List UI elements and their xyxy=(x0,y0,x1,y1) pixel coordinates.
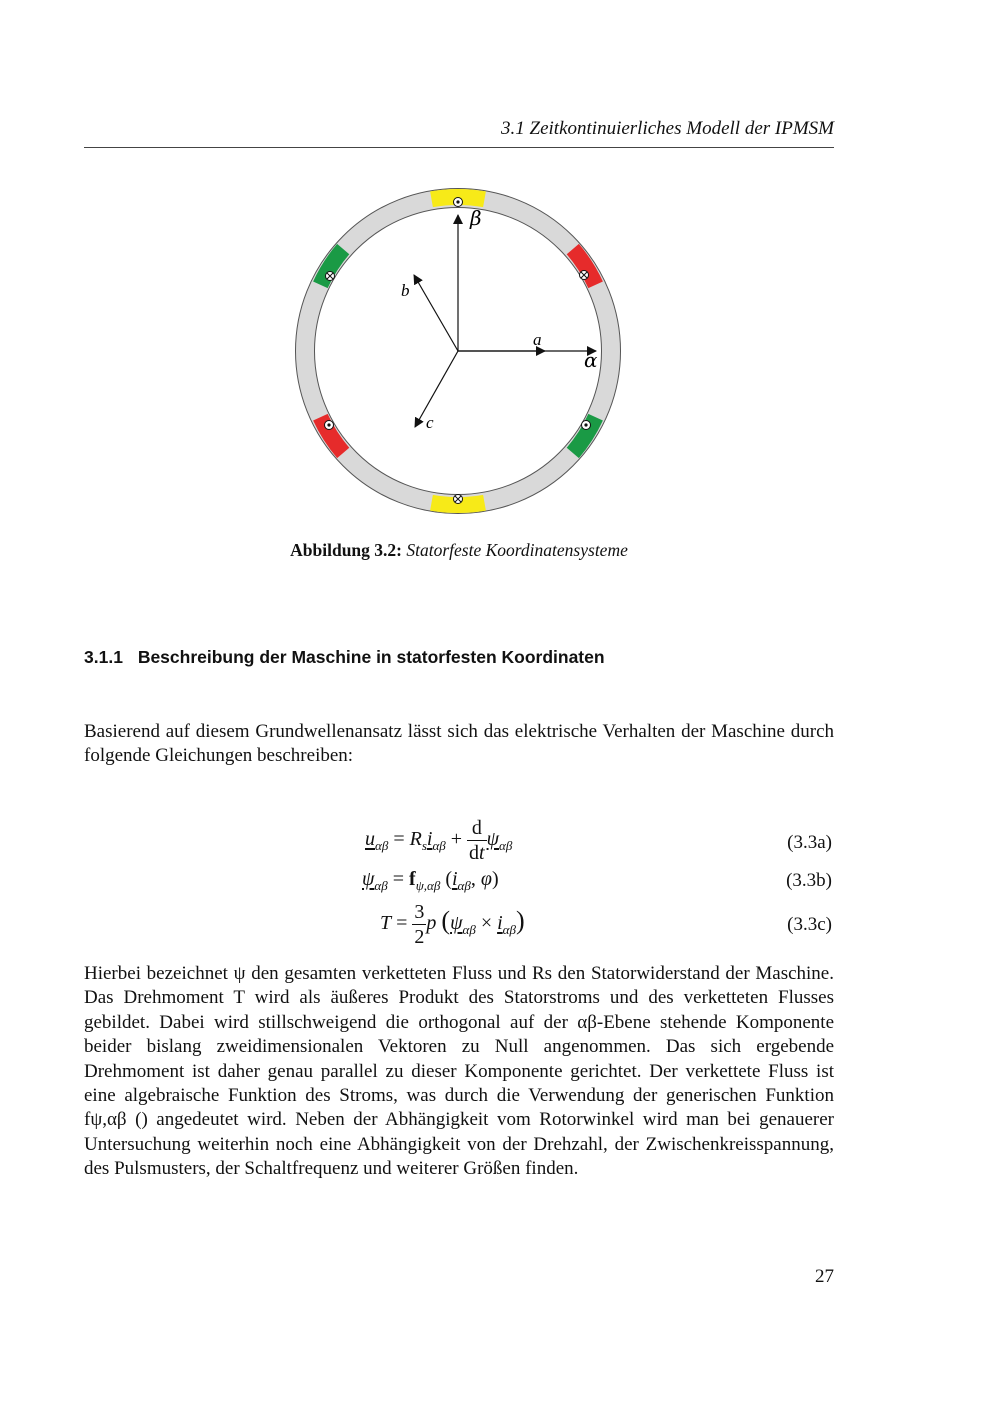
alpha-label: α xyxy=(584,348,598,372)
c-label: c xyxy=(426,413,434,432)
section-heading xyxy=(84,647,605,668)
equation-number: (3.3a) xyxy=(787,832,832,853)
equation-3-3c: T = $\frac{3}{2}$ p $(\psi_{\alpha\beta} \times i_{\alpha\beta})$ xyxy=(380,901,525,948)
paragraph-explanation: Hierbei bezeichnet ψ den gesamten verketteten Fluss und Rs den Statorwiderstand der Maschine. Das Drehmoment T wird als äußeres Produkt des Statorstroms und des verketteten Flusses gebildet. Dabei wird stillschweigend die orthogonal auf der αβ-Ebene stehende Komponente beider bislang zweidimensionalen Vektoren zu Null angenommen. Das sich ergebende Drehmoment ist daher genau parallel zu dieser Komponente gerichtet. Der verkettete Fluss ist eine algebraische Funktion des Stroms, was durch die Verwendung der generischen Funktion fψ,αβ () angedeutet wird. Neben der Abhängigkeit vom Rotorwinkel wird man bei genauerer Untersuchung weiterhin noch eine Abhängigkeit von der Drehzahl, der Zwischenkreisspannung, des Pulsmusters, der Schaltfrequenz und weiterer Größen finden. xyxy=(84,963,834,1180)
equation-3-3a: $u_{\alpha\beta} = R_si_{\alpha\beta}$ + $\frac{d}{dt}$ $\psi_{\alpha\beta}$ xyxy=(365,817,513,864)
coil-bottom-yellow xyxy=(432,495,485,506)
caption-label: Abbildung 3.2: xyxy=(290,540,402,560)
equation-number: (3.3b) xyxy=(786,870,832,891)
b-label: b xyxy=(401,281,410,300)
b-axis xyxy=(414,275,458,351)
beta-label: β xyxy=(470,206,482,230)
equation-number: (3.3c) xyxy=(787,914,832,935)
caption-text: Statorfeste Koordinatensysteme xyxy=(406,540,628,560)
paragraph-intro: Basierend auf diesem Grundwellenansatz lässt sich das elektrische Verhalten der Maschine durch folgende Gleichungen beschreiben: xyxy=(84,721,834,767)
page-number: 27 xyxy=(815,1266,834,1287)
section-number: 3.1.1 xyxy=(84,647,123,667)
running-header: 3.1 Zeitkontinuierliches Modell der IPMSM xyxy=(501,118,834,139)
header-rule xyxy=(84,147,834,148)
a-label: a xyxy=(533,330,542,349)
figure-caption xyxy=(0,540,918,561)
section-title: Beschreibung der Maschine in statorfesten Koordinaten xyxy=(137,647,605,667)
equation-3-3b: $\psi_{\alpha\beta} = f_{\psi,\alpha\beta}$ ($i_{\alpha\beta}$, φ) xyxy=(362,868,499,893)
c-axis xyxy=(415,351,458,427)
stator-diagram xyxy=(292,185,628,521)
